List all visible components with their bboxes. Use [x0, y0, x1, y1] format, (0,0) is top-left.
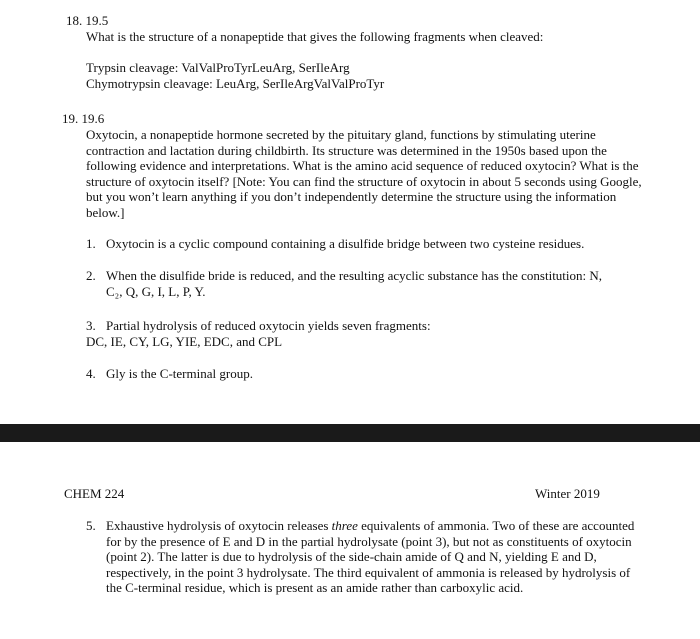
item-3-line1: Partial hydrolysis of reduced oxytocin yields seven fragments:: [106, 318, 431, 333]
item-5-text-b: equivalents of ammonia. Two of these are accounted for by the presence of E and D in the partial hydrolysate (point 3), but not as constituents of oxytocin (point 2). The latter is due to hydrolysis of the side-chain amide of Q and N, yielding E and D, respectively, in the point 3 hydrolysate. The third equivalent of ammonia is released by hydrolysis of the C-terminal residue, which is present as an amide rather than carboxylic acid.: [106, 518, 635, 595]
q18-question: What is the structure of a nonapeptide that gives the following fragments when cleaved:: [86, 29, 544, 44]
q18-header: 18. 19.5: [66, 13, 109, 28]
item-5-text-a: Exhaustive hydrolysis of oxytocin releases: [106, 518, 332, 533]
item-4-text: Gly is the C-terminal group.: [106, 366, 253, 381]
q18-trypsin-line: Trypsin cleavage: ValValProTyrLeuArg, SerIleArg: [86, 60, 350, 75]
item-1-text: Oxytocin is a cyclic compound containing a disulfide bridge between two cysteine residues.: [106, 236, 585, 251]
item-3-line2: DC, IE, CY, LG, YIE, EDC, and CPL: [86, 334, 283, 349]
course-label: CHEM 224: [64, 486, 125, 501]
item-5-emphasis: three: [331, 518, 358, 533]
q19-header: 19. 19.6: [62, 111, 105, 126]
item-2-line1: When the disulfide bride is reduced, and the resulting acyclic substance has the constitution: N,: [106, 268, 603, 283]
q19-paragraph: Oxytocin, a nonapeptide hormone secreted by the pituitary gland, functions by stimulating uterine contraction and lactation during childbirth. Its structure was determined in the 1950s based upon the following evidence and interpretations. What is the amino acid sequence of reduced oxytocin? What is the structure of oxytocin itself? [Note: You can find the structure of oxytocin in about 5 seconds using Google, but you won’t learn anything if you don’t independently determine the structure using the information below.]: [86, 127, 642, 220]
bottom-sheet: [0, 442, 700, 639]
item-1-number: 1.: [86, 236, 96, 251]
page-divider-band: [0, 424, 700, 442]
item-3-number: 3.: [86, 318, 96, 333]
item-2-number: 2.: [86, 268, 96, 283]
item-5-number: 5.: [86, 518, 96, 533]
item-4-number: 4.: [86, 366, 96, 381]
item-5-text: [106, 518, 646, 596]
term-label: Winter 2019: [535, 486, 600, 501]
item-2-line2: C₂, Q, G, I, L, P, Y.: [106, 284, 206, 299]
q18-chymotrypsin-line: Chymotrypsin cleavage: LeuArg, SerIleArgValValProTyr: [86, 76, 385, 91]
